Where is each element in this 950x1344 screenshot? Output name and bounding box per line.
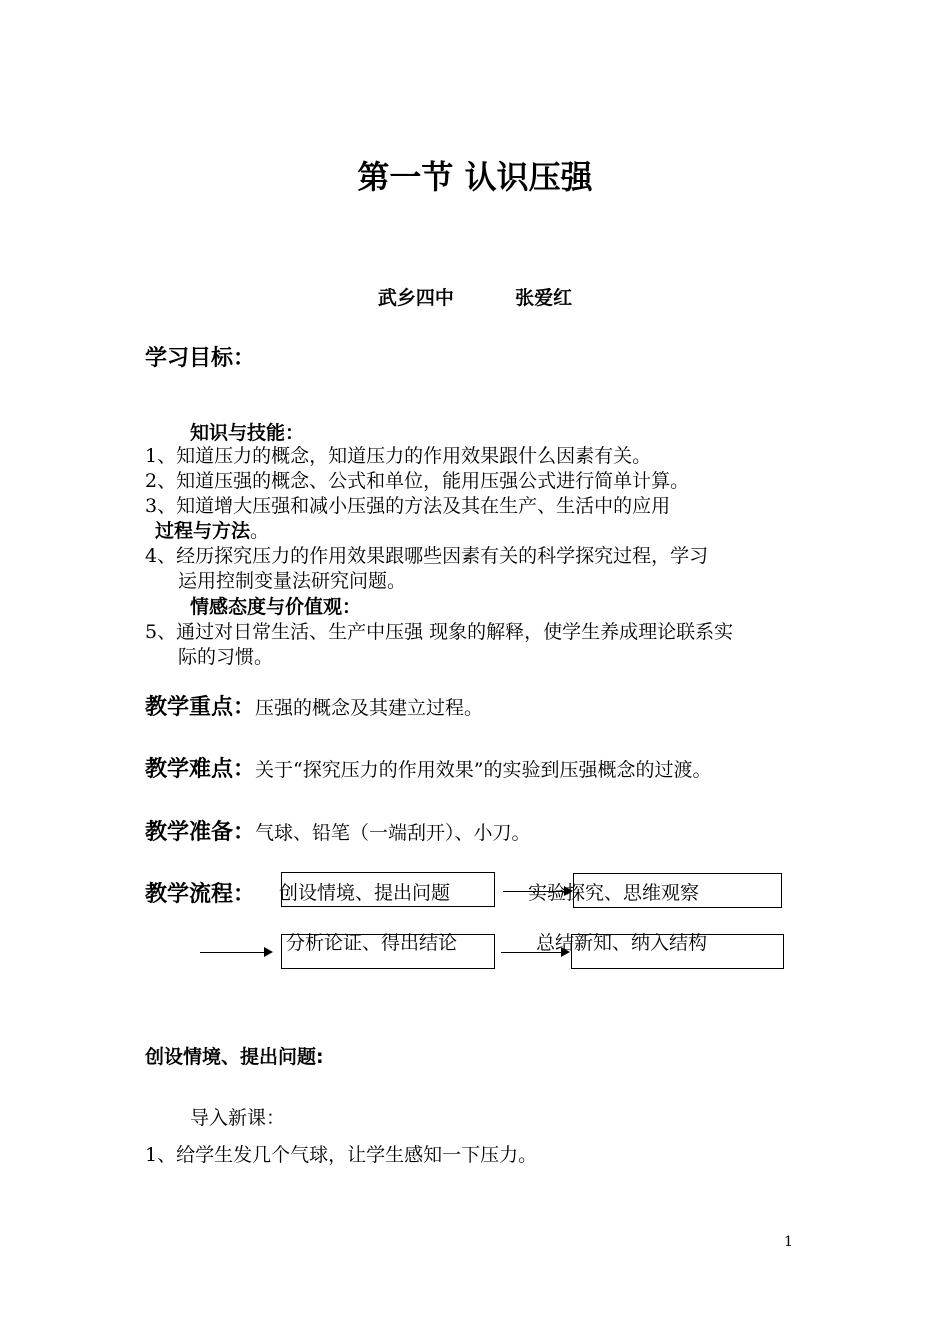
preparation-text: 气球、铅笔（一端刮开）、小刀。 [255,822,531,844]
preparation-label: 教学准备： [145,820,256,845]
section-heading: 创设情境、提出问题: [145,1046,324,1068]
flow-arrow2-line [200,952,270,953]
objective-item-1: 1、知道压力的概念，知道压力的作用效果跟什么因素有关。 [145,445,652,467]
knowledge-heading: 知识与技能： [190,422,305,444]
process-heading: 过程与方法 [155,520,251,542]
flow-step3-text: 分析论证、得出结论 [286,932,458,954]
flow-arrow2-head [264,947,273,957]
page-number: 1 [784,1234,793,1250]
author-name: 张爱红 [515,287,573,309]
flow-step1-text: 创设情境、提出问题 [279,882,451,904]
objective-item-2: 2、知道压强的概念、公式和单位，能用压强公式进行简单计算。 [145,470,690,492]
difficulty [145,752,711,783]
objectives-heading: 学习目标： [145,346,256,371]
objective-item-5-line1: 5、通过对日常生活、生产中压强 现象的解释，使学生养成理论联系实 [145,621,734,643]
preparation [145,815,531,846]
page-title: 第一节 认识压强 [357,158,593,196]
key-point [145,690,483,721]
objective-item-4-line2: 运用控制变量法研究问题。 [178,570,407,592]
objective-item-4-line1: 4、经历探究压力的作用效果跟哪些因素有关的科学探究过程，学习 [145,545,709,567]
objective-item-5-line2: 际的习惯。 [178,646,274,668]
flow-label: 教学流程： [145,882,256,907]
flow-step4-text: 总结新知、纳入结构 [536,932,708,954]
key-point-text: 压强的概念及其建立过程。 [255,697,484,719]
objective-item-3: 3、知道增大压强和减小压强的方法及其在生产、生活中的应用 [145,495,671,517]
difficulty-label: 教学难点： [145,757,256,782]
author-line [0,283,950,310]
difficulty-text: 关于“探究压力的作用效果”的实验到压强概念的过渡。 [255,759,712,781]
flow-step2-text: 实验探究、思维观察 [528,882,700,904]
key-point-label: 教学重点： [145,695,256,720]
section-intro: 导入新课： [190,1107,286,1129]
author-school: 武乡四中 [377,287,454,309]
emotion-heading: 情感态度与价值观： [190,596,362,618]
process-heading-line [155,516,269,543]
section-item-1: 1、给学生发几个气球，让学生感知一下压力。 [145,1144,538,1166]
process-heading-mark: 。 [250,520,270,542]
